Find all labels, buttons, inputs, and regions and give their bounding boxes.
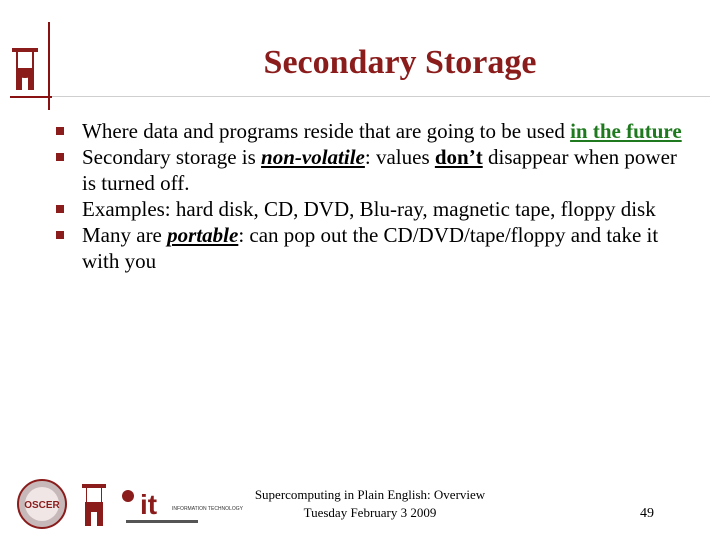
bullet-text: Examples: hard disk, CD, DVD, Blu-ray, magnetic tape, floppy disk bbox=[82, 197, 656, 221]
title-horizontal-rule bbox=[10, 96, 710, 97]
svg-text:it: it bbox=[140, 489, 158, 520]
bullet-emphasis: non-volatile bbox=[261, 145, 365, 169]
bullet-text: Secondary storage is bbox=[82, 145, 262, 169]
footer-title: Supercomputing in Plain English: Overview bbox=[254, 487, 486, 502]
bullet-item bbox=[54, 118, 694, 144]
svg-text:INFORMATION TECHNOLOGY: INFORMATION TECHNOLOGY bbox=[172, 506, 243, 512]
square-bullet-icon bbox=[56, 153, 64, 161]
bullet-text: : values bbox=[364, 145, 435, 169]
svg-text:OSCER: OSCER bbox=[24, 500, 60, 511]
square-bullet-icon bbox=[56, 127, 64, 135]
bullet-item bbox=[54, 144, 694, 196]
bullet-item bbox=[54, 196, 694, 222]
bullet-emphasis: portable bbox=[167, 223, 239, 247]
ou-logo-icon bbox=[8, 40, 42, 92]
bullet-text: : can pop out the CD/DVD/tape/floppy and take it with you bbox=[82, 223, 659, 273]
bullet-text: Many are bbox=[82, 223, 168, 247]
bullet-item bbox=[54, 222, 694, 274]
oscer-logo-icon bbox=[18, 480, 66, 528]
footer-date: Tuesday February 3 2009 bbox=[303, 505, 437, 520]
footer-text bbox=[220, 486, 520, 522]
slide-title: Secondary Storage bbox=[263, 44, 537, 81]
bullet-text: Where data and programs reside that are going to be used bbox=[82, 119, 571, 143]
square-bullet-icon bbox=[56, 231, 64, 239]
bullet-strong: don’t bbox=[434, 145, 483, 169]
footer-logos bbox=[16, 478, 243, 530]
square-bullet-icon bbox=[56, 205, 64, 213]
bullet-list bbox=[54, 118, 694, 274]
page-number: 49 bbox=[640, 506, 654, 521]
title-rule-accent bbox=[10, 96, 52, 98]
bullet-highlight: in the future bbox=[570, 119, 682, 143]
ou-logo-icon bbox=[82, 484, 106, 526]
bullet-text: disappear when power is turned off. bbox=[82, 145, 677, 195]
